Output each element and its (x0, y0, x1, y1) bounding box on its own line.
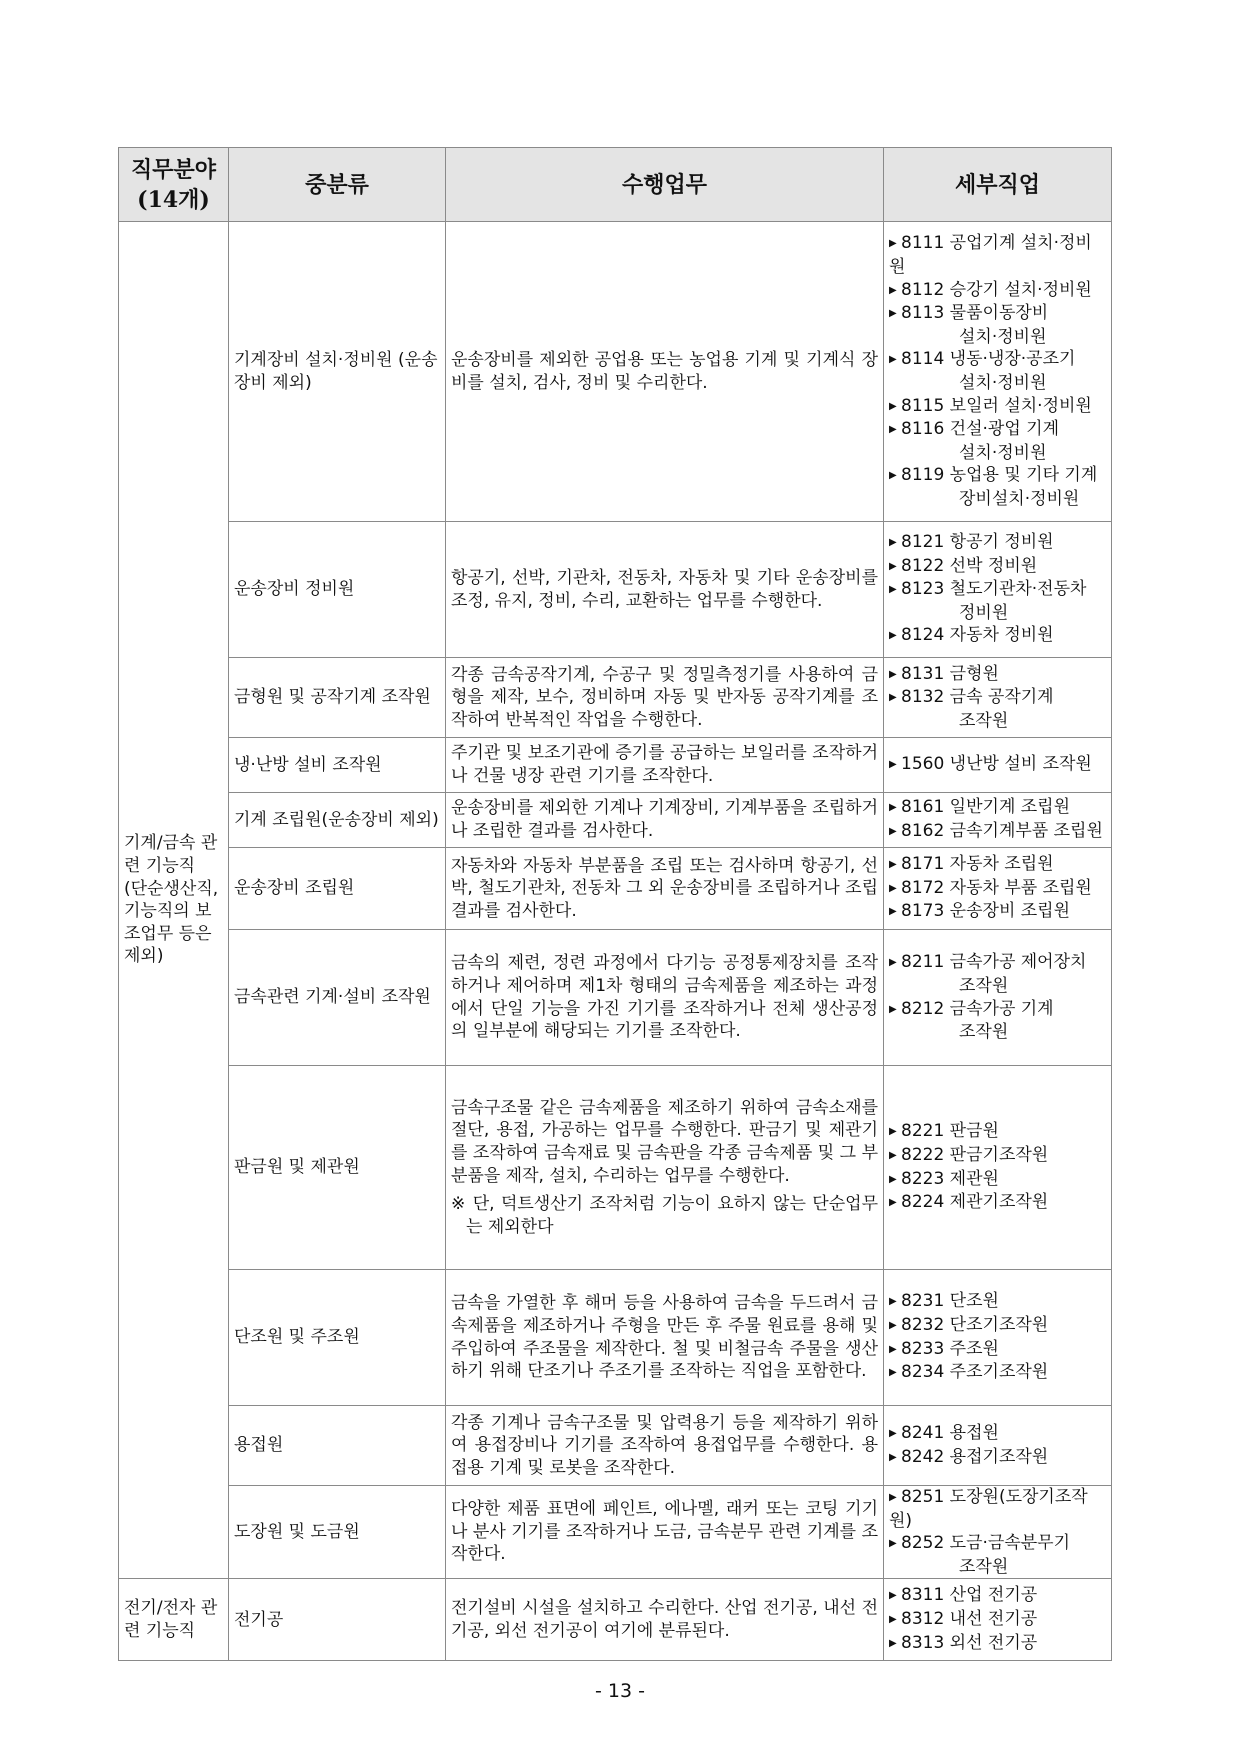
occupation-item (889, 1608, 1106, 1632)
occupation-item (889, 1632, 1106, 1656)
bullet-triangle-icon: ▶ (889, 957, 897, 969)
occupation-cell (884, 522, 1112, 658)
occupation-name: 건설·광업 기계 (949, 419, 1060, 440)
duty-cell (446, 793, 884, 848)
duty-cell (446, 1406, 884, 1486)
occupation-code: 8312 (901, 1609, 945, 1630)
major-category-cell: 전기공 (229, 1579, 446, 1661)
bullet-triangle-icon: ▶ (889, 1492, 897, 1503)
bullet-triangle-icon: ▶ (889, 1590, 897, 1602)
occupation-item (889, 1191, 1106, 1215)
bullet-triangle-icon: ▶ (889, 1003, 897, 1015)
occupation-name-continued: 조작원 (959, 975, 1009, 996)
duty-text: 각종 기계나 금속구조물 및 압력용기 등을 제작하기 위하여 용접장비나 기기를 조작하여 용접업무를 수행한다. 용접용 기계 및 로봇을 조작한다. (451, 1412, 878, 1478)
occupation-code: 8132 (901, 687, 945, 708)
major-category-cell: 기계장비 설치·정비원 (운송장비 제외) (229, 222, 446, 522)
bullet-triangle-icon: ▶ (889, 1343, 897, 1355)
occupation-name: 산업 전기공 (949, 1585, 1038, 1606)
bullet-triangle-icon: ▶ (889, 882, 897, 894)
table-row (119, 930, 1112, 1066)
bullet-triangle-icon: ▶ (889, 1173, 897, 1185)
occupation-name: 도금·금속분무기 (949, 1533, 1071, 1554)
occupation-name: 외선 전기공 (949, 1632, 1038, 1653)
table-row (119, 658, 1112, 738)
occupation-cell (884, 1406, 1112, 1486)
duty-cell (446, 1270, 884, 1406)
header-field (119, 148, 229, 222)
occupation-code: 8124 (901, 625, 945, 646)
table-header-row (119, 148, 1112, 222)
occupation-name: 판금원 (949, 1121, 999, 1142)
occupation-code: 8123 (901, 579, 945, 600)
duty-text: 다양한 제품 표면에 페인트, 에나멜, 래커 또는 코팅 기기나 분사 기기를 조작하거나 도금, 금속분무 관련 기계를 조작한다. (451, 1499, 878, 1565)
occupation-name: 자동차 정비원 (949, 625, 1054, 646)
occupation-item (889, 1338, 1106, 1362)
occupation-item (889, 232, 1106, 278)
duty-text: 금속의 제련, 정련 과정에서 다기능 공정통제장치를 조작하거나 제어하며 제1차 형태의 금속제품을 제조하는 과정에서 단일 기능을 가진 기기를 조작하거나 전체 생산공정의 일부분에 해당되는 기기를 조작한다. (451, 953, 878, 1042)
table-row (119, 1270, 1112, 1406)
occupation-name: 제관기조작원 (949, 1192, 1049, 1213)
occupation-item (889, 1290, 1106, 1314)
occupation-item (889, 796, 1106, 820)
occupation-name: 냉난방 설비 조작원 (949, 754, 1092, 775)
duty-cell (446, 930, 884, 1066)
bullet-triangle-icon: ▶ (889, 826, 897, 837)
occupation-code: 8131 (901, 663, 945, 684)
occupation-code: 8234 (901, 1362, 945, 1383)
occupation-name-continued: 장비설치·정비원 (959, 488, 1080, 509)
occupation-code: 8161 (901, 797, 945, 818)
major-category-cell: 운송장비 조립원 (229, 848, 446, 930)
duty-note: ※ 단, 덕트생산기 조작처럼 기능이 요하지 않는 단순업무는 제외한다 (451, 1194, 878, 1237)
table-body (119, 222, 1112, 1661)
occupation-item (889, 1584, 1106, 1608)
duty-text: 자동차와 자동차 부분품을 조립 또는 검사하며 항공기, 선박, 철도기관차, 전동차 그 외 운송장비를 조립하거나 조립 결과를 검사한다. (451, 855, 878, 921)
bullet-triangle-icon: ▶ (889, 1451, 897, 1463)
occupation-name-continued: 조작원 (959, 710, 1009, 731)
major-category-cell: 운송장비 정비원 (229, 522, 446, 658)
occupation-item (889, 686, 1106, 732)
occupation-name-continued: 설치·정비원 (959, 373, 1047, 393)
occupation-code: 8112 (901, 279, 945, 300)
occupation-code: 8172 (901, 877, 945, 898)
occupation-item (889, 624, 1106, 648)
bullet-triangle-icon: ▶ (889, 584, 897, 596)
occupation-name: 보일러 설치·정비원 (949, 395, 1092, 416)
occupation-name: 자동차 부품 조립원 (949, 877, 1092, 898)
occupation-code: 8221 (901, 1121, 945, 1142)
occupation-item (889, 1120, 1106, 1144)
bullet-triangle-icon: ▶ (889, 668, 897, 680)
bullet-triangle-icon: ▶ (889, 1614, 897, 1626)
header-occupation: 세부직업 (884, 148, 1112, 222)
occupation-cell (884, 1270, 1112, 1406)
occupation-code: 8212 (901, 998, 945, 1019)
occupation-item (889, 464, 1106, 510)
duty-text: 운송장비를 제외한 공업용 또는 농업용 기계 및 기계식 장비를 설치, 검사, 정비 및 수리한다. (451, 349, 878, 393)
occupation-code: 8122 (901, 555, 945, 576)
table-row (119, 222, 1112, 522)
table-row (119, 1066, 1112, 1270)
table-row (119, 848, 1112, 930)
occupation-cell (884, 930, 1112, 1066)
occupation-name: 금형원 (949, 663, 999, 684)
duty-text: 항공기, 선박, 기관차, 전동차, 자동차 및 기타 운송장비를 조정, 유지, 정비, 수리, 교환하는 업무를 수행한다. (451, 567, 878, 611)
occupation-name: 주조기조작원 (949, 1362, 1049, 1383)
major-category-cell: 용접원 (229, 1406, 446, 1486)
occupation-name: 용접원 (949, 1422, 999, 1443)
bullet-triangle-icon: ▶ (889, 1427, 897, 1439)
bullet-triangle-icon: ▶ (889, 1149, 897, 1161)
occupation-item (889, 395, 1106, 419)
occupation-name-continued: 정비원 (959, 602, 1009, 623)
occupation-name-continued: 조작원 (959, 1022, 1009, 1043)
major-category-cell: 금형원 및 공작기계 조작원 (229, 658, 446, 738)
bullet-triangle-icon: ▶ (889, 906, 897, 918)
occupation-name: 금속 공작기계 (949, 687, 1054, 708)
occupation-code: 8173 (901, 901, 945, 922)
bullet-triangle-icon: ▶ (889, 1197, 897, 1209)
occupation-code: 8119 (901, 465, 945, 486)
occupation-name-continued: 조작원 (959, 1556, 1009, 1577)
occupation-item (889, 853, 1106, 877)
duty-cell (446, 522, 884, 658)
occupation-item (889, 1168, 1106, 1192)
occupation-item (889, 1422, 1106, 1446)
page-number: - 13 - (595, 1680, 645, 1702)
table-row (119, 738, 1112, 793)
major-category-cell: 기계 조립원(운송장비 제외) (229, 793, 446, 848)
major-category-cell: 단조원 및 주조원 (229, 1270, 446, 1406)
occupation-item (889, 753, 1106, 777)
occupation-name: 자동차 조립원 (949, 854, 1054, 875)
bullet-triangle-icon: ▶ (889, 238, 897, 250)
occupation-name-continued: 설치·정비원 (959, 326, 1047, 347)
major-category-cell: 냉·난방 설비 조작원 (229, 738, 446, 793)
occupation-code: 1560 (901, 754, 945, 775)
occupation-code: 8241 (901, 1422, 945, 1443)
occupation-code: 8162 (901, 821, 945, 841)
occupation-cell (884, 793, 1112, 848)
occupation-name: 물품이동장비 (949, 303, 1049, 324)
bullet-triangle-icon: ▶ (889, 470, 897, 482)
table-row (119, 1579, 1112, 1661)
table-row (119, 793, 1112, 848)
occupation-code: 8211 (901, 952, 945, 973)
occupation-item (889, 820, 1106, 844)
occupation-item (889, 998, 1106, 1044)
duty-text: 운송장비를 제외한 기계나 기계장비, 기계부품을 조립하거나 조립한 결과를 검사한다. (451, 798, 878, 841)
occupation-name: 농업용 및 기타 기계 (949, 465, 1098, 486)
duty-text: 전기설비 시설을 설치하고 수리한다. 산업 전기공, 내선 전기공, 외선 전기공이 여기에 분류된다. (451, 1598, 878, 1641)
occupation-name-continued: 설치·정비원 (959, 442, 1047, 463)
occupation-code: 8116 (901, 419, 945, 440)
occupation-name: 금속기계부품 조립원 (949, 821, 1103, 841)
bullet-triangle-icon: ▶ (889, 308, 897, 320)
duty-cell (446, 848, 884, 930)
occupation-name: 선박 정비원 (949, 555, 1038, 576)
occupation-cell (884, 848, 1112, 930)
occupation-name: 금속가공 기계 (949, 998, 1054, 1019)
occupation-item (889, 1361, 1106, 1385)
occupation-code: 8233 (901, 1338, 945, 1359)
bullet-triangle-icon: ▶ (889, 630, 897, 642)
occupation-name: 제관원 (949, 1168, 999, 1189)
occupation-name: 철도기관차·전동차 (949, 579, 1087, 600)
occupation-name: 공업기계 설치·정비원 (889, 233, 1092, 278)
occupation-name: 운송장비 조립원 (949, 901, 1071, 922)
occupation-item (889, 1314, 1106, 1338)
major-category-cell: 도장원 및 도금원 (229, 1486, 446, 1579)
occupation-name: 승강기 설치·정비원 (949, 279, 1092, 300)
duty-cell (446, 738, 884, 793)
occupation-cell (884, 222, 1112, 522)
occupation-cell (884, 738, 1112, 793)
occupation-name: 내선 전기공 (949, 1609, 1038, 1630)
occupation-name: 도장원(도장기조작원) (889, 1487, 1088, 1531)
occupation-item (889, 279, 1106, 303)
bullet-triangle-icon: ▶ (889, 354, 897, 366)
bullet-triangle-icon: ▶ (889, 424, 897, 436)
bullet-triangle-icon: ▶ (889, 560, 897, 572)
occupation-code: 8115 (901, 395, 945, 416)
occupation-code: 8111 (901, 233, 945, 254)
occupation-cell (884, 1066, 1112, 1270)
occupation-code: 8252 (901, 1533, 945, 1554)
duty-text: 주기관 및 보조기관에 증기를 공급하는 보일러를 조작하거나 건물 냉장 관련 기기를 조작한다. (451, 743, 878, 786)
bullet-triangle-icon: ▶ (889, 1319, 897, 1331)
occupation-code: 8171 (901, 854, 945, 875)
bullet-triangle-icon: ▶ (889, 1637, 897, 1649)
duty-cell (446, 1579, 884, 1661)
header-field-label: 직무분야 (130, 156, 216, 183)
occupation-item (889, 1144, 1106, 1168)
bullet-triangle-icon: ▶ (889, 400, 897, 412)
header-field-count: (14개) (137, 186, 210, 213)
duty-cell (446, 1486, 884, 1579)
bullet-triangle-icon: ▶ (889, 284, 897, 296)
occupation-name: 단조기조작원 (949, 1314, 1049, 1335)
occupation-name: 주조원 (949, 1338, 999, 1359)
header-duty: 수행업무 (446, 148, 884, 222)
occupation-cell (884, 1486, 1112, 1579)
bullet-triangle-icon: ▶ (889, 1367, 897, 1379)
occupation-item (889, 1532, 1106, 1578)
occupation-name: 금속가공 제어장치 (949, 952, 1087, 973)
bullet-triangle-icon: ▶ (889, 859, 897, 871)
bullet-triangle-icon: ▶ (889, 802, 897, 814)
duty-cell (446, 222, 884, 522)
occupation-code: 8224 (901, 1192, 945, 1213)
occupation-code: 8232 (901, 1314, 945, 1335)
major-category-cell: 금속관련 기계·설비 조작원 (229, 930, 446, 1066)
bullet-triangle-icon: ▶ (889, 1126, 897, 1138)
occupation-name: 판금기조작원 (949, 1144, 1049, 1165)
occupation-name: 냉동·냉장·공조기 (949, 349, 1076, 370)
field-cell: 전기/전자 관련 기능직 (119, 1579, 229, 1661)
occupation-item (889, 555, 1106, 579)
occupation-name: 용접기조작원 (949, 1446, 1049, 1467)
duty-cell (446, 658, 884, 738)
occupation-code: 8251 (901, 1487, 945, 1507)
major-category-cell: 판금원 및 제관원 (229, 1066, 446, 1270)
occupation-name: 항공기 정비원 (949, 532, 1054, 553)
occupation-item (889, 663, 1106, 687)
occupation-item (889, 877, 1106, 901)
occupation-name: 단조원 (949, 1291, 999, 1312)
bullet-triangle-icon: ▶ (889, 1538, 897, 1550)
table-row (119, 1406, 1112, 1486)
table-row (119, 1486, 1112, 1579)
job-classification-table (118, 147, 1112, 1661)
bullet-triangle-icon: ▶ (889, 537, 897, 549)
header-major: 중분류 (229, 148, 446, 222)
occupation-cell (884, 658, 1112, 738)
occupation-code: 8242 (901, 1446, 945, 1467)
occupation-item (889, 1486, 1106, 1532)
occupation-item (889, 348, 1106, 394)
occupation-name: 일반기계 조립원 (949, 797, 1071, 818)
occupation-code: 8223 (901, 1168, 945, 1189)
occupation-code: 8121 (901, 532, 945, 553)
occupation-item (889, 418, 1106, 464)
occupation-item (889, 302, 1106, 348)
duty-text: 각종 금속공작기계, 수공구 및 정밀측정기를 사용하여 금형을 제작, 보수, 정비하며 자동 및 반자동 공작기계를 조작하여 반복적인 작업을 수행한다. (451, 664, 878, 730)
duty-text: 금속구조물 같은 금속제품을 제조하기 위하여 금속소재를 절단, 용접, 가공하는 업무를 수행한다. 판금기 및 제관기를 조작하여 금속재료 및 금속판을 각종 금속제품 및 그 부분품을 제작, 설치, 수리하는 업무를 수행한다. (451, 1097, 878, 1186)
occupation-code: 8311 (901, 1585, 945, 1606)
table-row (119, 522, 1112, 658)
bullet-triangle-icon: ▶ (889, 1296, 897, 1308)
occupation-item (889, 951, 1106, 997)
occupation-code: 8313 (901, 1632, 945, 1653)
duty-text: 금속을 가열한 후 해머 등을 사용하여 금속을 두드려서 금속제품을 제조하거나 주형을 만든 후 주물 원료를 용해 및 주입하여 주조물을 제작한다. 철 및 비철금속 주물을 생산하기 위해 단조기나 주조기를 조작하는 직업을 포함한다. (451, 1293, 878, 1382)
occupation-code: 8114 (901, 349, 945, 370)
duty-cell (446, 1066, 884, 1270)
bullet-triangle-icon: ▶ (889, 759, 897, 771)
occupation-code: 8113 (901, 303, 945, 324)
occupation-cell (884, 1579, 1112, 1661)
occupation-code: 8222 (901, 1144, 945, 1165)
bullet-triangle-icon: ▶ (889, 692, 897, 704)
occupation-item (889, 900, 1106, 924)
occupation-code: 8231 (901, 1291, 945, 1312)
occupation-item (889, 1446, 1106, 1470)
field-cell: 기계/금속 관련 기능직 (단순생산직, 기능직의 보조업무 등은 제외) (119, 222, 229, 1579)
occupation-item (889, 531, 1106, 555)
occupation-item (889, 578, 1106, 624)
